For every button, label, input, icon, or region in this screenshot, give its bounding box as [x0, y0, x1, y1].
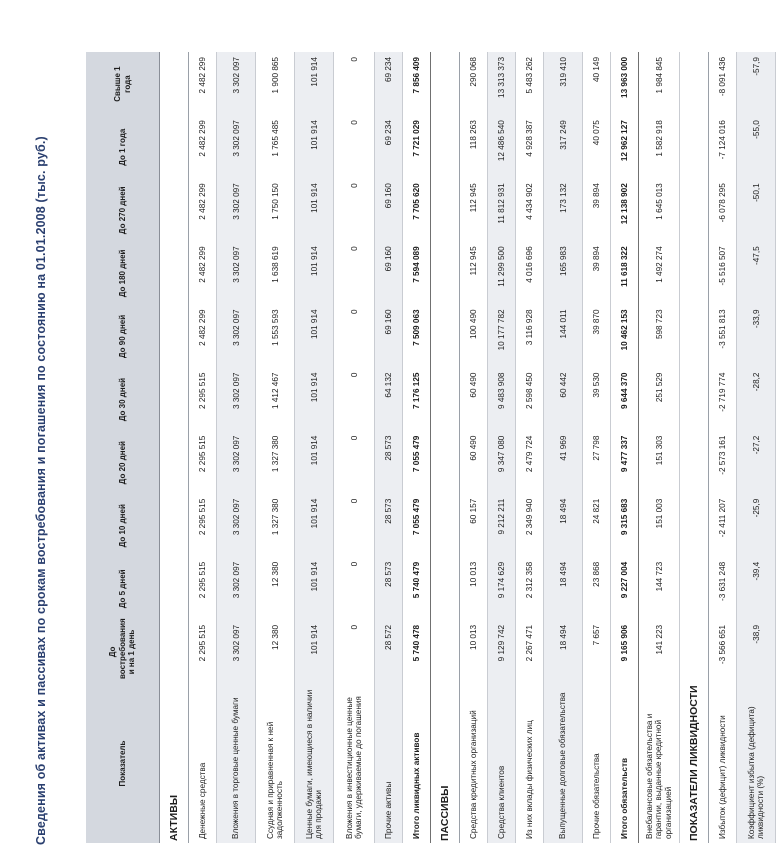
cell-value: 60 490	[460, 368, 488, 431]
cell-value: 60 157	[460, 494, 488, 557]
column-header: До 5 дней	[86, 557, 160, 620]
section-label: ПАССИВЫ	[431, 52, 460, 843]
row-label: Вложения в инвестиционные ценные бумаги, удерживаемые до погашения	[334, 683, 375, 843]
cell-value: 101 914	[295, 52, 334, 115]
cell-value: 0	[334, 368, 375, 431]
cell-value: 1 412 467	[256, 368, 295, 431]
cell-value: 9 347 080	[488, 431, 516, 494]
row-label: Прочие обязательства	[583, 683, 611, 843]
cell-value: 11 812 931	[488, 178, 516, 241]
cell-value: 0	[334, 115, 375, 178]
cell-value: 5 483 262	[516, 52, 544, 115]
cell-value: 251 529	[639, 368, 680, 431]
cell-value: 0	[334, 557, 375, 620]
cell-value: 28 573	[375, 494, 403, 557]
cell-value: 101 914	[295, 431, 334, 494]
cell-value: 3 302 097	[217, 178, 256, 241]
cell-value: 13 313 373	[488, 52, 516, 115]
cell-value: 3 116 928	[516, 304, 544, 367]
cell-value: 2 482 299	[189, 304, 217, 367]
column-header: До 90 дней	[86, 304, 160, 367]
cell-value: 1 553 593	[256, 304, 295, 367]
cell-value: 141 223	[639, 620, 680, 683]
cell-value: -3 631 248	[709, 557, 737, 620]
row-label: Средства кредитных организаций	[460, 683, 488, 843]
cell-value: 7 657	[583, 620, 611, 683]
cell-value: 9 165 906	[611, 620, 639, 683]
cell-value: 5 740 479	[403, 557, 431, 620]
row-label: Денежные средства	[189, 683, 217, 843]
cell-value: 27 798	[583, 431, 611, 494]
cell-value: 101 914	[295, 494, 334, 557]
cell-value: 10 013	[460, 620, 488, 683]
table-row	[256, 52, 295, 843]
table-row	[488, 52, 516, 843]
cell-value: 3 302 097	[217, 494, 256, 557]
cell-value: 165 983	[544, 241, 583, 304]
cell-value: 60 490	[460, 431, 488, 494]
table-row	[737, 52, 776, 843]
cell-value: 2 267 471	[516, 620, 544, 683]
cell-value: 319 410	[544, 52, 583, 115]
table-title: Сведения об активах и пассивах по срокам востребования и погашения по состоянию на 01.01.2008 (тыс. руб.)	[34, 136, 48, 845]
cell-value: 41 969	[544, 431, 583, 494]
table-row	[334, 52, 375, 843]
cell-value: 1 765 485	[256, 115, 295, 178]
cell-value: 0	[334, 494, 375, 557]
cell-value: -47,5	[737, 241, 776, 304]
cell-value: 112 945	[460, 178, 488, 241]
cell-value: -25,9	[737, 494, 776, 557]
column-header: Показатель	[86, 683, 160, 843]
column-header: До 30 дней	[86, 368, 160, 431]
cell-value: 13 963 000	[611, 52, 639, 115]
cell-value: 9 315 683	[611, 494, 639, 557]
cell-value: -6 078 295	[709, 178, 737, 241]
section-label: АКТИВЫ	[160, 52, 189, 843]
cell-value: 0	[334, 304, 375, 367]
row-label: Итого обязательств	[611, 683, 639, 843]
cell-value: 7 721 029	[403, 115, 431, 178]
cell-value: 1 327 380	[256, 494, 295, 557]
table-row	[583, 52, 611, 843]
cell-value: 40 149	[583, 52, 611, 115]
cell-value: 0	[334, 620, 375, 683]
cell-value: 1 645 013	[639, 178, 680, 241]
cell-value: 11 618 322	[611, 241, 639, 304]
cell-value: 3 302 097	[217, 620, 256, 683]
cell-value: 9 129 742	[488, 620, 516, 683]
cell-value: 9 174 629	[488, 557, 516, 620]
cell-value: -39,4	[737, 557, 776, 620]
cell-value: 18 494	[544, 557, 583, 620]
cell-value: 39 894	[583, 241, 611, 304]
cell-value: 1 750 150	[256, 178, 295, 241]
cell-value: -50,1	[737, 178, 776, 241]
cell-value: 0	[334, 431, 375, 494]
cell-value: 0	[334, 52, 375, 115]
cell-value: 101 914	[295, 241, 334, 304]
cell-value: -7 124 016	[709, 115, 737, 178]
total-row	[611, 52, 639, 843]
cell-value: 3 302 097	[217, 557, 256, 620]
cell-value: 0	[334, 241, 375, 304]
row-label: Избыток (дефицит) ликвидности	[709, 683, 737, 843]
cell-value: -3 566 651	[709, 620, 737, 683]
cell-value: -28,2	[737, 368, 776, 431]
cell-value: 100 490	[460, 304, 488, 367]
cell-value: 1 900 865	[256, 52, 295, 115]
row-label: Ценные бумаги, имеющиеся в наличии для продажи	[295, 683, 334, 843]
cell-value: 69 160	[375, 304, 403, 367]
column-header: До 270 дней	[86, 178, 160, 241]
cell-value: 60 442	[544, 368, 583, 431]
cell-value: 7 705 620	[403, 178, 431, 241]
cell-value: 2 295 515	[189, 368, 217, 431]
table-row	[295, 52, 334, 843]
cell-value: 3 302 097	[217, 241, 256, 304]
cell-value: -38,9	[737, 620, 776, 683]
cell-value: 2 482 299	[189, 52, 217, 115]
cell-value: -55,0	[737, 115, 776, 178]
cell-value: 4 928 387	[516, 115, 544, 178]
cell-value: 2 482 299	[189, 115, 217, 178]
table-row	[460, 52, 488, 843]
cell-value: 4 434 902	[516, 178, 544, 241]
cell-value: 24 821	[583, 494, 611, 557]
cell-value: 144 723	[639, 557, 680, 620]
cell-value: 2 295 515	[189, 557, 217, 620]
cell-value: 2 482 299	[189, 241, 217, 304]
cell-value: 40 075	[583, 115, 611, 178]
cell-value: 69 234	[375, 52, 403, 115]
cell-value: 2 598 450	[516, 368, 544, 431]
cell-value: 3 302 097	[217, 431, 256, 494]
cell-value: 101 914	[295, 368, 334, 431]
column-header: Свыше 1 года	[86, 52, 160, 115]
cell-value: -3 551 813	[709, 304, 737, 367]
row-label: Ссудная и приравненная к ней задолженность	[256, 683, 295, 843]
section-label: ПОКАЗАТЕЛИ ЛИКВИДНОСТИ	[680, 52, 709, 843]
cell-value: 3 302 097	[217, 304, 256, 367]
cell-value: 23 868	[583, 557, 611, 620]
cell-value: 151 303	[639, 431, 680, 494]
cell-value: 1 327 380	[256, 431, 295, 494]
cell-value: 173 132	[544, 178, 583, 241]
column-header: До 1 года	[86, 115, 160, 178]
cell-value: 10 177 782	[488, 304, 516, 367]
cell-value: 39 894	[583, 178, 611, 241]
section-header-liabilities	[431, 52, 460, 843]
table-row	[189, 52, 217, 843]
column-header: До 180 дней	[86, 241, 160, 304]
table-row	[709, 52, 737, 843]
cell-value: 1 638 619	[256, 241, 295, 304]
column-header: До 20 дней	[86, 431, 160, 494]
cell-value: 18 494	[544, 620, 583, 683]
cell-value: -8 091 436	[709, 52, 737, 115]
table-row	[217, 52, 256, 843]
table-row	[544, 52, 583, 843]
cell-value: 39 870	[583, 304, 611, 367]
cell-value: 3 302 097	[217, 368, 256, 431]
cell-value: 64 132	[375, 368, 403, 431]
cell-value: 101 914	[295, 557, 334, 620]
cell-value: 9 477 337	[611, 431, 639, 494]
row-label: Из них вклады физических лиц	[516, 683, 544, 843]
cell-value: 10 013	[460, 557, 488, 620]
cell-value: 12 962 127	[611, 115, 639, 178]
cell-value: 2 349 940	[516, 494, 544, 557]
cell-value: 28 573	[375, 431, 403, 494]
cell-value: 151 003	[639, 494, 680, 557]
table-body	[160, 52, 776, 843]
cell-value: 2 482 299	[189, 178, 217, 241]
cell-value: -5 516 507	[709, 241, 737, 304]
cell-value: -2 573 161	[709, 431, 737, 494]
cell-value: 7 176 125	[403, 368, 431, 431]
cell-value: 39 530	[583, 368, 611, 431]
cell-value: 69 160	[375, 178, 403, 241]
row-label: Выпущенные долговые обязательства	[544, 683, 583, 843]
cell-value: 317 249	[544, 115, 583, 178]
cell-value: 5 740 478	[403, 620, 431, 683]
cell-value: -2 411 207	[709, 494, 737, 557]
cell-value: 7 594 089	[403, 241, 431, 304]
cell-value: 101 914	[295, 178, 334, 241]
cell-value: -27,2	[737, 431, 776, 494]
cell-value: 2 312 358	[516, 557, 544, 620]
cell-value: 28 573	[375, 557, 403, 620]
row-label: Внебалансовые обязательства и гарантии, выданные кредитной организацией	[639, 683, 680, 843]
column-header: До 10 дней	[86, 494, 160, 557]
cell-value: 7 509 063	[403, 304, 431, 367]
cell-value: 7 856 409	[403, 52, 431, 115]
cell-value: -57,9	[737, 52, 776, 115]
cell-value: 7 055 479	[403, 494, 431, 557]
cell-value: 12 486 540	[488, 115, 516, 178]
cell-value: 12 380	[256, 620, 295, 683]
cell-value: 18 494	[544, 494, 583, 557]
cell-value: 1 492 274	[639, 241, 680, 304]
row-label: Итого ликвидных активов	[403, 683, 431, 843]
cell-value: 9 212 211	[488, 494, 516, 557]
row-label: Вложения в торговые ценные бумаги	[217, 683, 256, 843]
table-row	[639, 52, 680, 843]
table-row	[516, 52, 544, 843]
cell-value: 9 483 908	[488, 368, 516, 431]
cell-value: 7 055 479	[403, 431, 431, 494]
cell-value: 3 302 097	[217, 52, 256, 115]
cell-value: -2 719 774	[709, 368, 737, 431]
cell-value: 1 582 918	[639, 115, 680, 178]
cell-value: 112 945	[460, 241, 488, 304]
cell-value: 3 302 097	[217, 115, 256, 178]
cell-value: 4 016 696	[516, 241, 544, 304]
section-header-assets	[160, 52, 189, 843]
cell-value: 69 160	[375, 241, 403, 304]
cell-value: 2 295 515	[189, 494, 217, 557]
liquidity-table	[86, 52, 776, 843]
cell-value: 9 227 004	[611, 557, 639, 620]
cell-value: 101 914	[295, 304, 334, 367]
cell-value: 11 299 500	[488, 241, 516, 304]
cell-value: 118 263	[460, 115, 488, 178]
cell-value: 12 138 902	[611, 178, 639, 241]
cell-value: 290 068	[460, 52, 488, 115]
cell-value: 101 914	[295, 620, 334, 683]
row-label: Средства клиентов	[488, 683, 516, 843]
cell-value: 69 234	[375, 115, 403, 178]
cell-value: 28 572	[375, 620, 403, 683]
header-row	[86, 52, 160, 843]
cell-value: 2 295 515	[189, 620, 217, 683]
cell-value: 2 479 724	[516, 431, 544, 494]
total-row	[403, 52, 431, 843]
section-header-liquidity	[680, 52, 709, 843]
cell-value: 2 295 515	[189, 431, 217, 494]
column-header: До востребования и на 1 день	[86, 620, 160, 683]
cell-value: 12 380	[256, 557, 295, 620]
cell-value: 9 644 370	[611, 368, 639, 431]
cell-value: -33,9	[737, 304, 776, 367]
cell-value: 144 011	[544, 304, 583, 367]
cell-value: 1 984 845	[639, 52, 680, 115]
cell-value: 10 462 153	[611, 304, 639, 367]
row-label: Прочие активы	[375, 683, 403, 843]
table-row	[375, 52, 403, 843]
cell-value: 101 914	[295, 115, 334, 178]
cell-value: 598 723	[639, 304, 680, 367]
row-label: Коэффициент избытка (дефицита) ликвидности (%)	[737, 683, 776, 843]
cell-value: 0	[334, 178, 375, 241]
